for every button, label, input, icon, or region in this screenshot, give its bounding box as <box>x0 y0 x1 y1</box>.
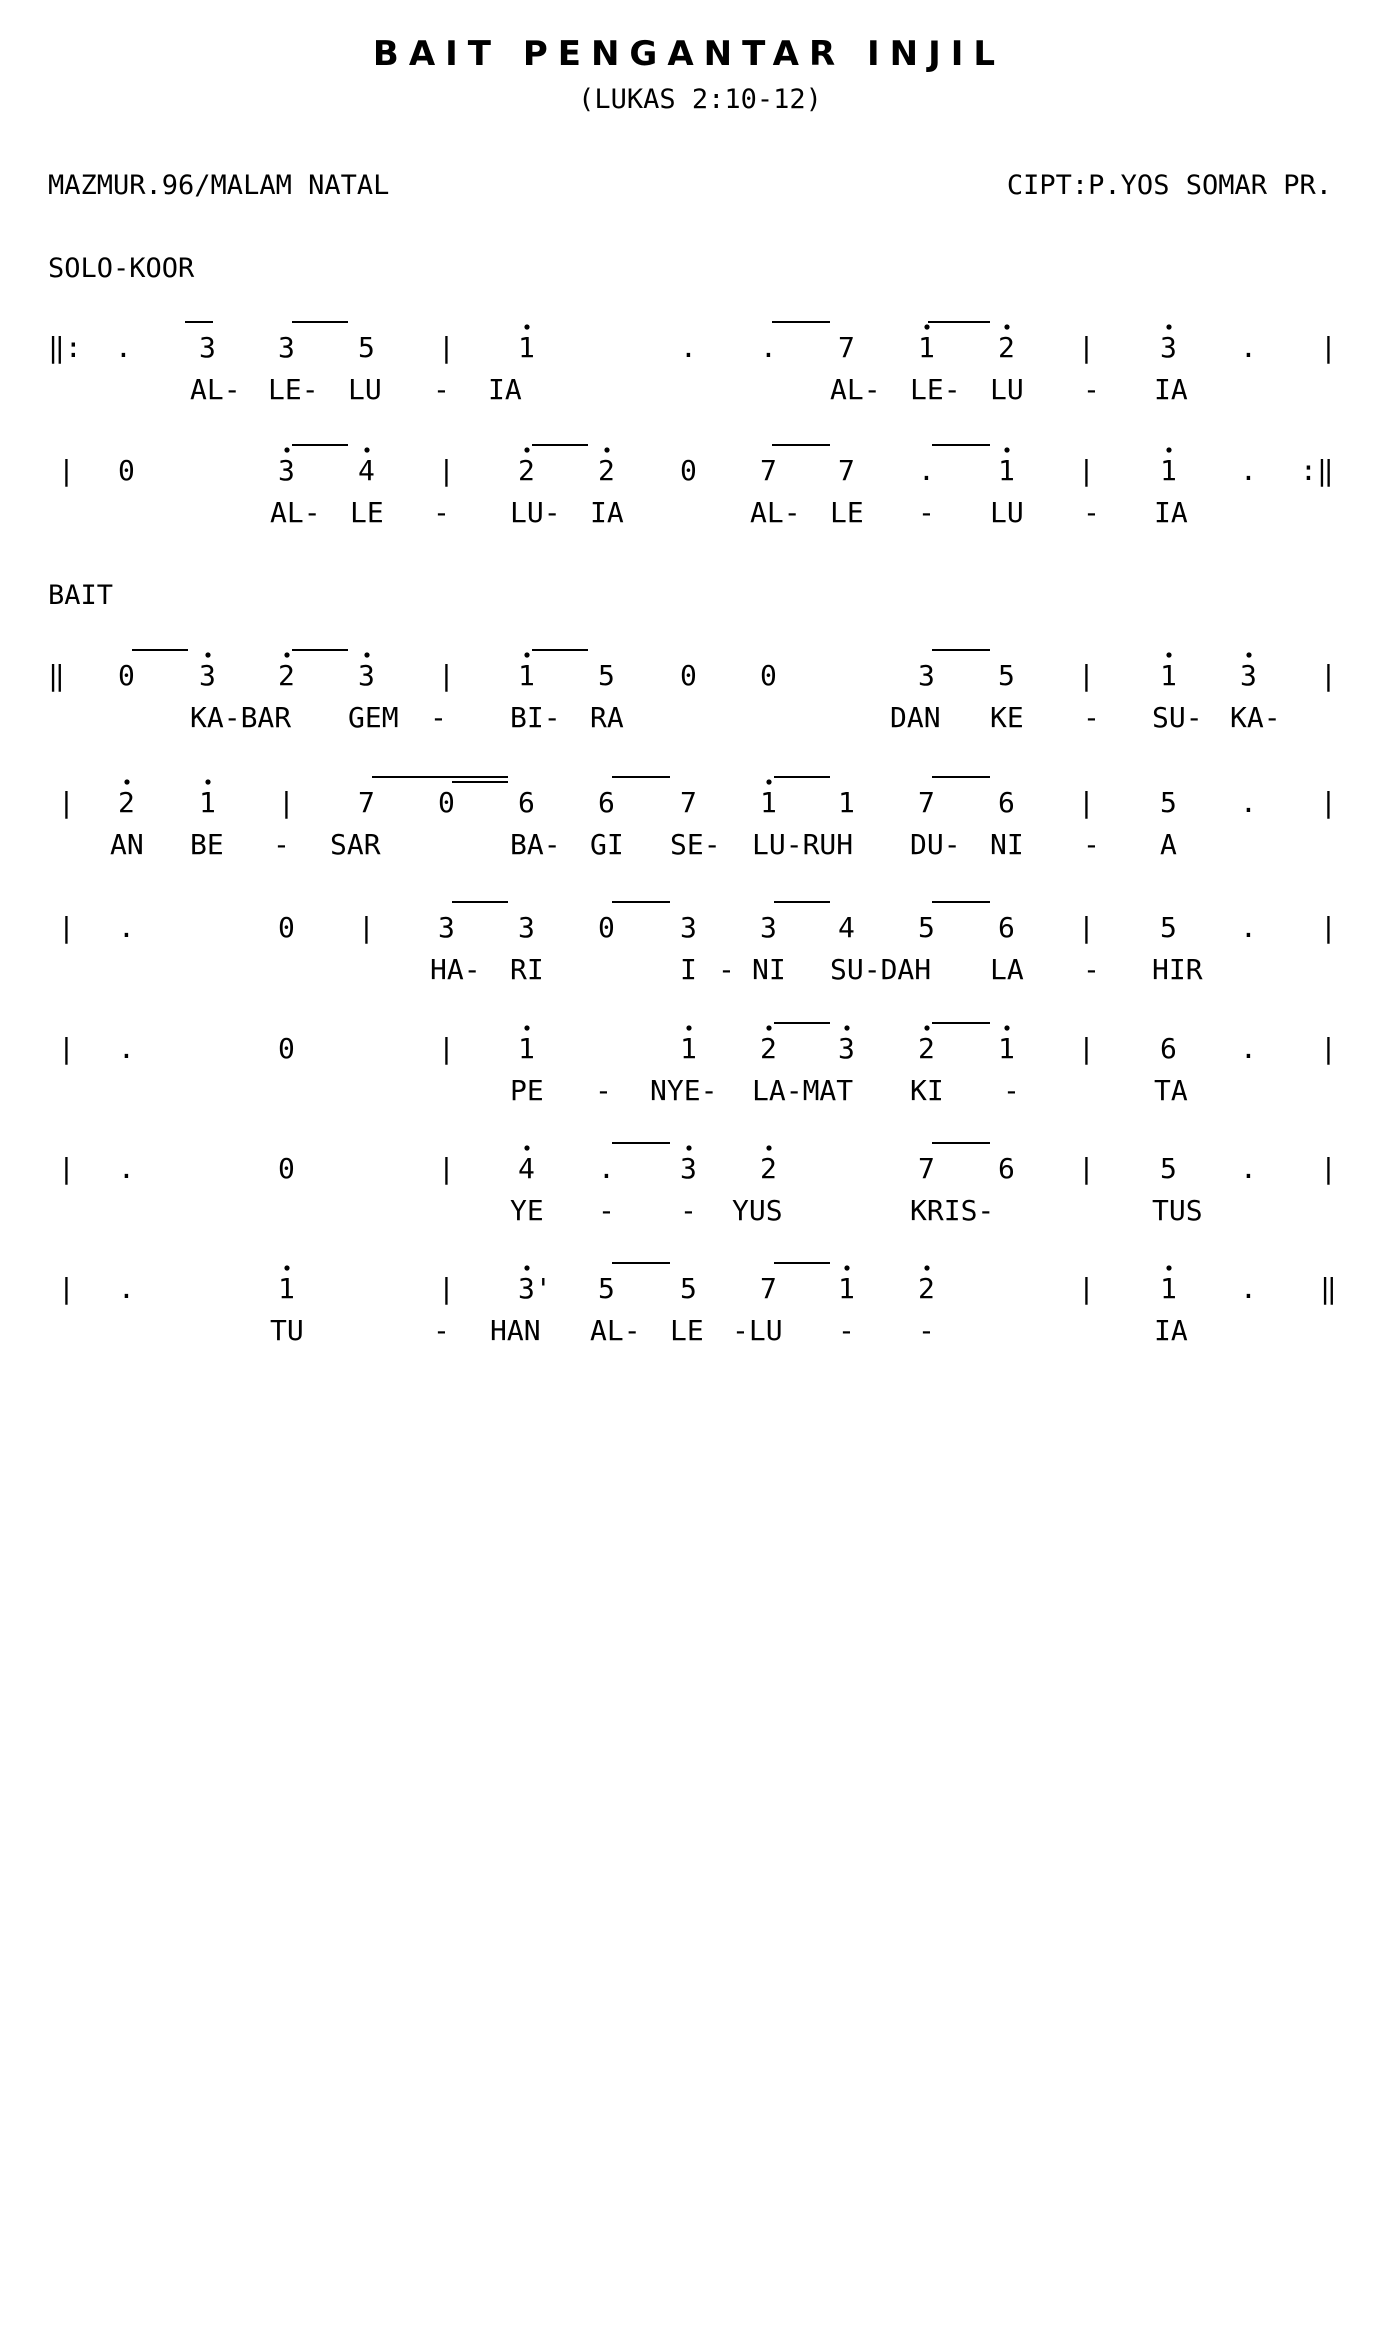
lyric-syllable: SE- <box>670 828 721 861</box>
lyric-syllable: BE <box>190 828 224 861</box>
notation-system <box>58 902 1337 986</box>
lyric-syllable: LU <box>990 373 1024 406</box>
scripture-reference: (LUKAS 2:10-12) <box>578 84 822 115</box>
note-symbol: 7 <box>760 1272 777 1305</box>
lyric-syllable: - <box>433 496 450 529</box>
note-symbol: 6 <box>1160 1032 1177 1065</box>
note-symbol: | <box>438 331 455 364</box>
octave-dot <box>524 1145 529 1150</box>
lyric-syllable: GEM <box>348 701 399 734</box>
note-symbol: 5 <box>598 659 615 692</box>
note-symbol: 6 <box>998 1152 1015 1185</box>
octave-dot <box>1004 447 1009 452</box>
note-symbol: | <box>438 1032 455 1065</box>
note-symbol: . <box>1240 454 1257 487</box>
note-symbol: 5 <box>598 1272 615 1305</box>
section-label-solo-koor: SOLO-KOOR <box>48 253 195 284</box>
lyric-syllable: YUS <box>732 1194 783 1227</box>
octave-dot <box>1246 652 1251 657</box>
note-symbol: | <box>358 911 375 944</box>
lyric-syllable: RA <box>590 701 624 734</box>
note-symbol: 1 <box>680 1032 697 1065</box>
lyric-syllable: - <box>718 953 735 986</box>
octave-dot <box>364 447 369 452</box>
lyric-syllable: - <box>838 1314 855 1347</box>
octave-dot <box>524 1265 529 1270</box>
note-symbol: | <box>58 1032 75 1065</box>
octave-dot <box>1166 447 1171 452</box>
notation-system <box>58 777 1337 861</box>
note-symbol: 0 <box>278 911 295 944</box>
octave-dot <box>364 652 369 657</box>
lyric-syllable: LE- <box>910 373 961 406</box>
lyric-syllable: A <box>1160 828 1177 861</box>
note-symbol: | <box>1320 911 1337 944</box>
note-symbol: | <box>1078 331 1095 364</box>
note-symbol: . <box>680 331 697 364</box>
octave-dot <box>124 779 129 784</box>
note-symbol: 1 <box>1160 454 1177 487</box>
page-title: BAIT PENGANTAR INJIL <box>372 34 1006 74</box>
lyric-syllable: GI <box>590 828 624 861</box>
note-symbol: . <box>118 1272 135 1305</box>
lyric-syllable: - <box>433 373 450 406</box>
note-symbol: 7 <box>358 786 375 819</box>
note-symbol: 3 <box>518 911 535 944</box>
note-symbol: 2 <box>118 786 135 819</box>
note-symbol: 7 <box>760 454 777 487</box>
note-symbol: 1 <box>760 786 777 819</box>
note-symbol: . <box>118 1032 135 1065</box>
lyric-syllable: NYE- <box>650 1074 718 1107</box>
lyric-syllable: AL- <box>270 496 321 529</box>
note-symbol: 7 <box>680 786 697 819</box>
lyric-syllable: NI <box>752 953 786 986</box>
lyric-syllable: - <box>1083 373 1100 406</box>
lyric-syllable: AL- <box>190 373 241 406</box>
note-symbol: 5 <box>918 911 935 944</box>
note-symbol: 5 <box>1160 786 1177 819</box>
note-symbol: . <box>118 1152 135 1185</box>
note-symbol: 0 <box>680 454 697 487</box>
lyric-syllable: - <box>1083 828 1100 861</box>
note-symbol: | <box>1320 331 1337 364</box>
note-symbol: 5 <box>1160 911 1177 944</box>
octave-dot <box>844 1265 849 1270</box>
note-symbol: 6 <box>598 786 615 819</box>
note-symbol: | <box>58 786 75 819</box>
note-symbol: 1 <box>998 454 1015 487</box>
note-symbol: 1 <box>518 331 535 364</box>
lyric-syllable: TUS <box>1152 1194 1203 1227</box>
lyric-syllable: - <box>918 1314 935 1347</box>
note-symbol: 4 <box>518 1152 535 1185</box>
note-symbol: 3 <box>1240 659 1257 692</box>
notation-system <box>58 445 1334 529</box>
note-symbol: | <box>1320 1152 1337 1185</box>
octave-dot <box>205 652 210 657</box>
lyric-syllable: SU-DAH <box>830 953 932 986</box>
lyric-syllable: LE- <box>268 373 319 406</box>
note-symbol: 0 <box>680 659 697 692</box>
note-symbol: 6 <box>518 786 535 819</box>
note-symbol: . <box>118 911 135 944</box>
lyric-syllable: HA- <box>430 953 481 986</box>
note-symbol: | <box>1078 786 1095 819</box>
octave-dot <box>1166 1265 1171 1270</box>
octave-dot <box>924 1265 929 1270</box>
lyric-syllable: AL- <box>590 1314 641 1347</box>
lyric-syllable: - <box>273 828 290 861</box>
note-symbol: | <box>58 1152 75 1185</box>
lyric-syllable: TA <box>1154 1074 1188 1107</box>
note-symbol: 0 <box>118 454 135 487</box>
octave-dot <box>844 1025 849 1030</box>
octave-dot <box>284 1265 289 1270</box>
note-symbol: 2 <box>598 454 615 487</box>
note-symbol: 1 <box>518 1032 535 1065</box>
note-symbol: 1 <box>518 659 535 692</box>
notation-system <box>48 322 1337 406</box>
lyric-syllable: - <box>598 1194 615 1227</box>
octave-dot <box>686 1145 691 1150</box>
note-symbol: 0 <box>438 786 455 819</box>
octave-dot <box>766 1025 771 1030</box>
octave-dot <box>284 652 289 657</box>
lyric-syllable: LE <box>670 1314 704 1347</box>
psalm-info: MAZMUR.96/MALAM NATAL <box>48 170 390 201</box>
note-symbol: 3 <box>1160 331 1177 364</box>
lyric-syllable: I <box>680 953 697 986</box>
note-symbol: 1 <box>1160 1272 1177 1305</box>
note-symbol: 2 <box>918 1032 935 1065</box>
lyric-syllable: LU <box>348 373 382 406</box>
note-symbol: 1 <box>838 1272 855 1305</box>
note-symbol: | <box>438 1152 455 1185</box>
lyric-syllable: IA <box>1154 496 1188 529</box>
lyric-syllable: TU <box>270 1314 304 1347</box>
note-symbol: 6 <box>998 911 1015 944</box>
lyric-syllable: LE <box>350 496 384 529</box>
notation-system <box>48 650 1337 734</box>
note-symbol: 0 <box>598 911 615 944</box>
note-symbol: 0 <box>278 1032 295 1065</box>
note-symbol: 7 <box>838 331 855 364</box>
lyric-syllable: LA <box>990 953 1024 986</box>
lyric-syllable: SU- <box>1152 701 1203 734</box>
note-symbol: 3 <box>438 911 455 944</box>
note-symbol: . <box>1240 1272 1257 1305</box>
lyric-syllable: - <box>595 1074 612 1107</box>
note-symbol: 2 <box>760 1032 777 1065</box>
composer-credit: CIPT:P.YOS SOMAR PR. <box>1006 170 1332 201</box>
octave-dot <box>924 1025 929 1030</box>
lyric-syllable: - <box>1003 1074 1020 1107</box>
note-symbol: . <box>1240 331 1257 364</box>
lyric-syllable: LU <box>990 496 1024 529</box>
lyric-syllable: LU-RUH <box>752 828 854 861</box>
octave-dot <box>284 447 289 452</box>
lyric-syllable: IA <box>1154 373 1188 406</box>
note-symbol: | <box>438 659 455 692</box>
note-symbol: | <box>1078 1032 1095 1065</box>
note-symbol: | <box>278 786 295 819</box>
note-symbol: 7 <box>838 454 855 487</box>
octave-dot <box>604 447 609 452</box>
lyric-syllable: SAR <box>330 828 381 861</box>
note-symbol: ‖ <box>48 659 65 692</box>
note-symbol: . <box>1240 786 1257 819</box>
note-symbol: 7 <box>918 786 935 819</box>
lyric-syllable: KE <box>990 701 1024 734</box>
note-symbol: | <box>1320 786 1337 819</box>
note-symbol: :‖ <box>1300 454 1334 487</box>
lyric-syllable: KI <box>910 1074 944 1107</box>
note-symbol: | <box>438 454 455 487</box>
octave-dot <box>524 1025 529 1030</box>
note-symbol: 3 <box>838 1032 855 1065</box>
note-symbol: 5 <box>1160 1152 1177 1185</box>
note-symbol: 5 <box>358 331 375 364</box>
note-symbol: 1 <box>918 331 935 364</box>
note-symbol: | <box>58 911 75 944</box>
note-symbol: 3 <box>680 1152 697 1185</box>
note-symbol: 0 <box>760 659 777 692</box>
lyric-syllable: -LU <box>732 1314 783 1347</box>
note-symbol: 4 <box>838 911 855 944</box>
lyric-syllable: LA-MAT <box>752 1074 854 1107</box>
octave-dot <box>524 447 529 452</box>
note-symbol: 2 <box>518 454 535 487</box>
note-symbol: 2 <box>760 1152 777 1185</box>
note-symbol: | <box>58 1272 75 1305</box>
lyric-syllable: DU- <box>910 828 961 861</box>
note-symbol: 2 <box>278 659 295 692</box>
lyric-syllable: LU- <box>510 496 561 529</box>
note-symbol: 3 <box>760 911 777 944</box>
lyric-syllable: KA-BAR <box>190 701 292 734</box>
lyric-syllable: - <box>433 1314 450 1347</box>
note-symbol: . <box>1240 1032 1257 1065</box>
lyric-syllable: LE <box>830 496 864 529</box>
note-symbol: 1 <box>278 1272 295 1305</box>
octave-dot <box>686 1025 691 1030</box>
octave-dot <box>924 324 929 329</box>
note-symbol: 3 <box>199 331 216 364</box>
note-symbol: . <box>760 331 777 364</box>
lyric-syllable: IA <box>1154 1314 1188 1347</box>
lyric-syllable: KRIS- <box>910 1194 995 1227</box>
note-symbol: 3' <box>518 1272 552 1305</box>
note-symbol: | <box>1320 1032 1337 1065</box>
note-symbol: ‖ <box>1320 1272 1337 1305</box>
lyric-syllable: PE <box>510 1074 544 1107</box>
lyric-syllable: HAN <box>490 1314 541 1347</box>
octave-dot <box>1004 1025 1009 1030</box>
note-symbol: 3 <box>358 659 375 692</box>
octave-dot <box>1004 324 1009 329</box>
lyric-syllable: - <box>1083 953 1100 986</box>
lyric-syllable: AL- <box>830 373 881 406</box>
lyric-syllable: HIR <box>1152 953 1203 986</box>
note-symbol: 0 <box>278 1152 295 1185</box>
note-symbol: 4 <box>358 454 375 487</box>
lyric-syllable: KA- <box>1230 701 1281 734</box>
note-symbol: | <box>1078 1152 1095 1185</box>
note-symbol: 5 <box>998 659 1015 692</box>
octave-dot <box>205 779 210 784</box>
lyric-syllable: YE <box>510 1194 544 1227</box>
note-symbol: | <box>1078 659 1095 692</box>
note-symbol: | <box>1078 454 1095 487</box>
note-symbol: ‖: <box>48 331 82 364</box>
notation-system <box>58 1023 1337 1107</box>
octave-dot <box>524 324 529 329</box>
lyric-syllable: NI <box>990 828 1024 861</box>
octave-dot <box>1166 652 1171 657</box>
note-symbol: 2 <box>998 331 1015 364</box>
note-symbol: 3 <box>199 659 216 692</box>
lyric-syllable: BI- <box>510 701 561 734</box>
note-symbol: | <box>1078 1272 1095 1305</box>
octave-dot <box>524 652 529 657</box>
lyric-syllable: AL- <box>750 496 801 529</box>
note-symbol: 3 <box>278 454 295 487</box>
note-symbol: | <box>58 454 75 487</box>
note-symbol: | <box>438 1272 455 1305</box>
notation-system <box>58 1263 1337 1347</box>
note-symbol: 1 <box>998 1032 1015 1065</box>
octave-dot <box>766 1145 771 1150</box>
note-symbol: . <box>1240 911 1257 944</box>
lyric-syllable: BA- <box>510 828 561 861</box>
lyric-syllable: IA <box>488 373 522 406</box>
note-symbol: 7 <box>918 1152 935 1185</box>
lyric-syllable: - <box>1083 701 1100 734</box>
note-symbol: . <box>598 1152 615 1185</box>
lyric-syllable: AN <box>110 828 144 861</box>
note-symbol: 2 <box>918 1272 935 1305</box>
note-symbol: 3 <box>278 331 295 364</box>
notation-system <box>58 1143 1337 1227</box>
octave-dot <box>1166 324 1171 329</box>
note-symbol: 5 <box>680 1272 697 1305</box>
note-symbol: . <box>115 331 132 364</box>
note-symbol: 6 <box>998 786 1015 819</box>
note-symbol: | <box>1078 911 1095 944</box>
lyric-syllable: - <box>918 496 935 529</box>
lyric-syllable: - <box>1083 496 1100 529</box>
lyric-syllable: RI <box>510 953 544 986</box>
lyric-syllable: IA <box>590 496 624 529</box>
lyric-syllable: - <box>430 701 447 734</box>
note-symbol: 1 <box>1160 659 1177 692</box>
octave-dot <box>766 779 771 784</box>
section-label-bait: BAIT <box>48 580 114 611</box>
lyric-syllable: - <box>680 1194 697 1227</box>
note-symbol: . <box>918 454 935 487</box>
note-symbol: 0 <box>118 659 135 692</box>
note-symbol: 3 <box>918 659 935 692</box>
note-symbol: . <box>1240 1152 1257 1185</box>
note-symbol: 1 <box>199 786 216 819</box>
note-symbol: 3 <box>680 911 697 944</box>
lyric-syllable: DAN <box>890 701 941 734</box>
note-symbol: 1 <box>838 786 855 819</box>
note-symbol: | <box>1320 659 1337 692</box>
